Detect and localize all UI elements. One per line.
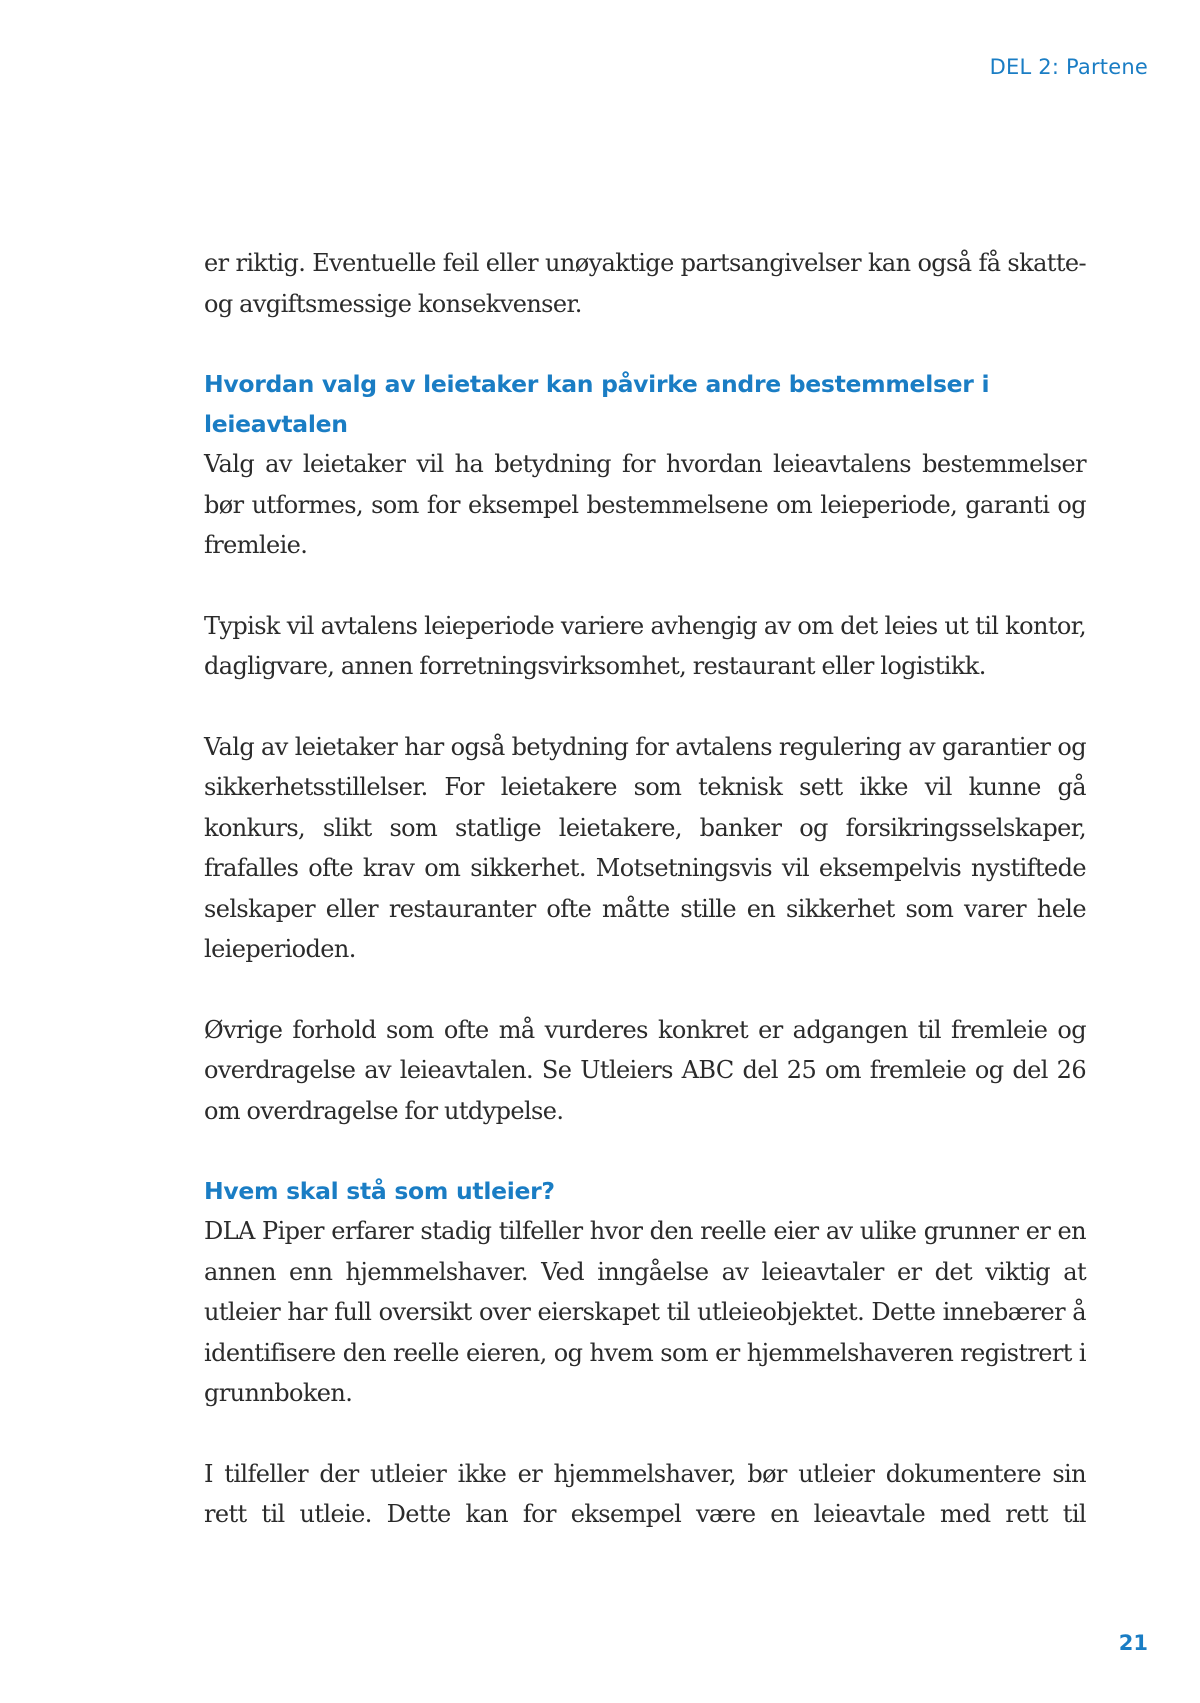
paragraph: DLA Piper erfarer stadig tilfeller hvor den reelle eier av ulike grunner er en annen enn hjemmelshaver. Ved inngåelse av leieavtaler er det viktig at utleier har full oversikt over eierskapet til utleieobjektet. Dette innebærer å identifisere den reelle eieren, og hvem som er hjemmelshaveren registrert i grunnboken.: [204, 1217, 1086, 1407]
paragraph-continuation: er riktig. Eventuelle feil eller unøyaktige partsangivelser kan også få skatte- og avgiftsmessige konsekvenser.: [204, 249, 1086, 318]
running-header: DEL 2: Partene: [989, 55, 1148, 79]
paragraph: Valg av leietaker vil ha betydning for hvordan leieavtalens bestemmelser bør utformes, som for eksempel bestemmelsene om leieperiode, garanti og fremleie.: [204, 450, 1086, 559]
paragraph: Typisk vil avtalens leieperiode variere avhengig av om det leies ut til kontor, dagligvare, annen forretningsvirksomhet, restaurant eller logistikk.: [204, 611, 1086, 680]
section-heading-leietaker: Hvordan valg av leietaker kan påvirke andre bestemmelser i leieavtalen: [204, 370, 990, 438]
paragraph-truncated: I tilfeller der utleier ikke er hjemmelshaver, bør utleier dokumentere sin rett til utleie. Dette kan for eksempel være en leieavtale med rett til: [204, 1459, 1086, 1528]
main-content: [204, 243, 1086, 1575]
paragraph: Øvrige forhold som ofte må vurderes konkret er adgangen til fremleie og overdragelse av leieavtalen. Se Utleiers ABC del 25 om fremleie og del 26 om overdragelse for utdypelse.: [204, 1015, 1086, 1125]
page-number: 21: [1118, 1631, 1148, 1655]
section-heading-utleier: Hvem skal stå som utleier?: [204, 1177, 555, 1205]
paragraph: Valg av leietaker har også betydning for avtalens regulering av garantier og sikkerhetsstillelser. For leietakere som teknisk sett ikke vil kunne gå konkurs, slikt som statlige leietakere, banker og forsikringsselskaper, frafalles ofte krav om sikkerhet. Motsetningsvis vil eksempelvis nystiftede selskaper eller restauranter ofte måtte stille en sikkerhet som varer hele leieperioden.: [204, 732, 1086, 963]
